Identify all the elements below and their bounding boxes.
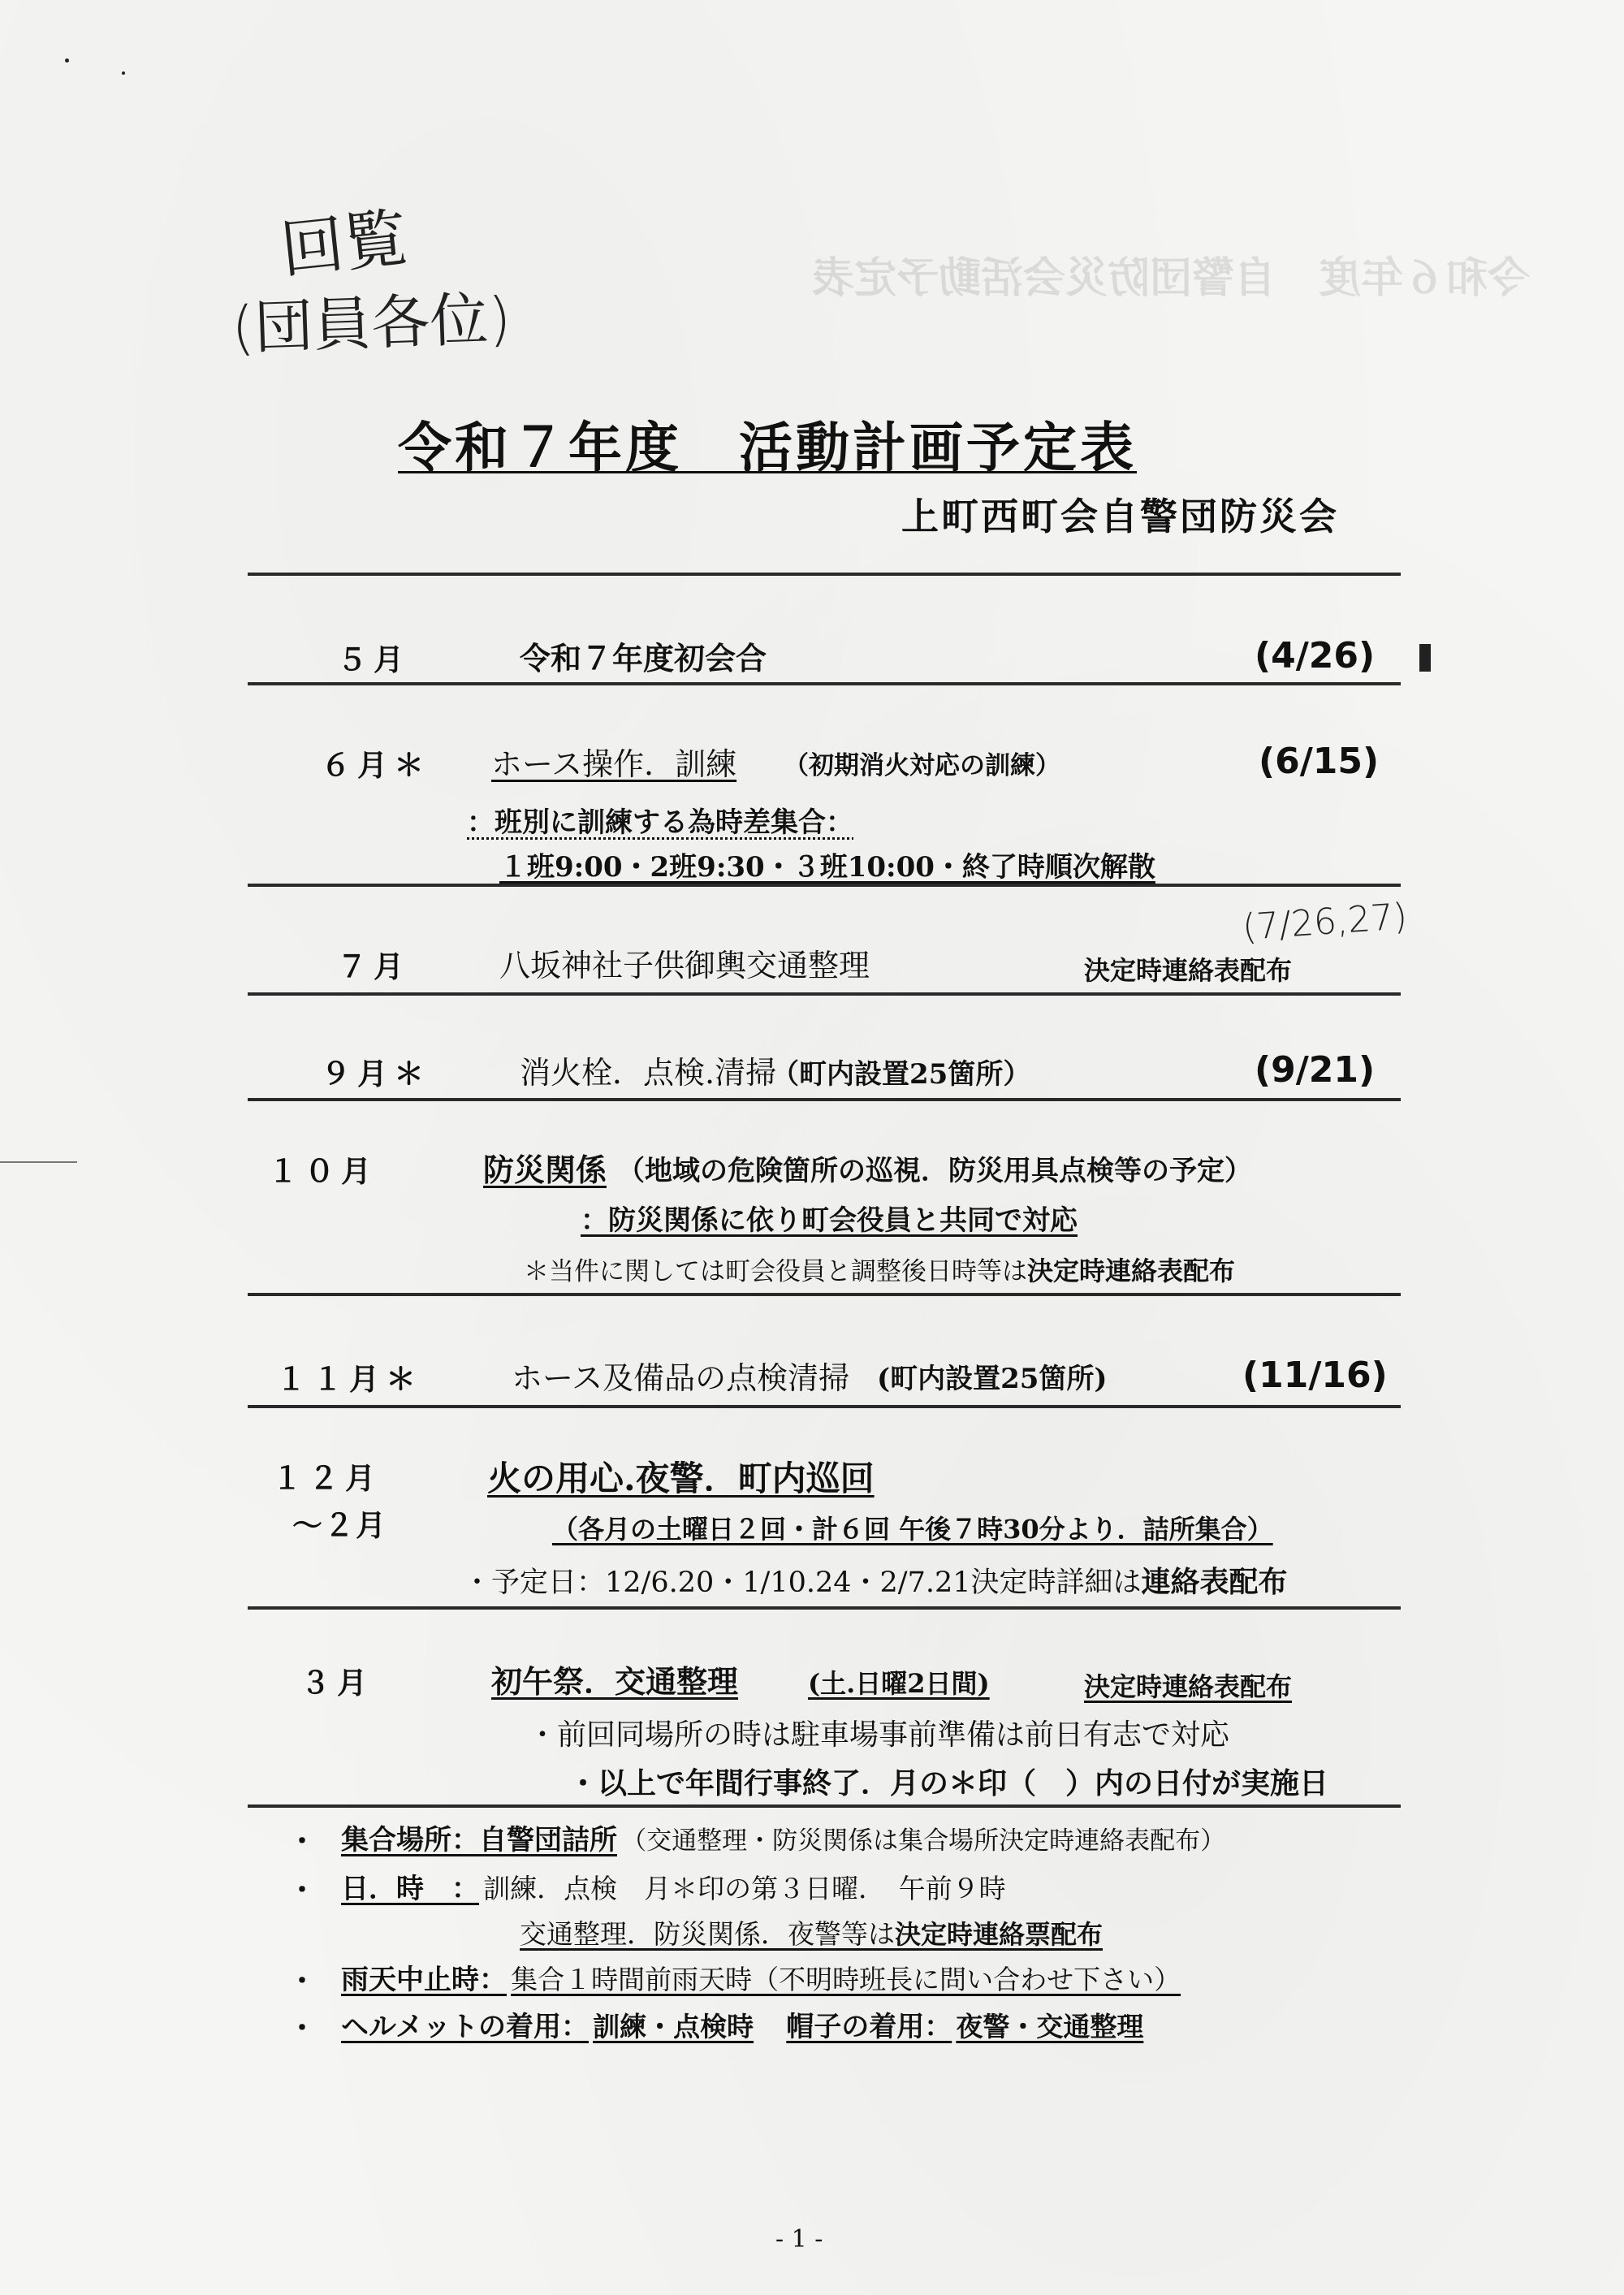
month-july: ７月: [337, 949, 410, 984]
scan-speck: [122, 71, 125, 75]
page-number: - 1 -: [775, 2225, 823, 2254]
month-june: ６月＊: [321, 747, 430, 783]
event-july: 八坂神社子供御輿交通整理: [499, 948, 870, 983]
december-line2: （各月の土曜日２回・計６回 午後７時30分より．詰所集合）: [552, 1514, 1273, 1545]
scan-edge-mark: [0, 1161, 77, 1163]
datetime-label: 日．時 ：: [341, 1873, 479, 1905]
assembly-label: 集合場所：自警団詰所: [341, 1824, 617, 1856]
event-march: 初午祭．交通整理: [491, 1663, 739, 1700]
divider-march: [248, 1804, 1401, 1808]
event-november: ホース及備品の点検清掃: [512, 1360, 850, 1396]
rain-label: 雨天中止時：: [341, 1964, 507, 1996]
note-july: 決定時連絡表配布: [1084, 955, 1293, 986]
datetime-line2-bold: 決定時連絡票配布: [895, 1919, 1104, 1950]
footer-item-gear: [341, 2004, 1143, 2044]
month-october: １０月: [268, 1153, 378, 1189]
event-september-note: （町内設置25箇所）: [771, 1058, 1031, 1091]
december-line3: [463, 1559, 1288, 1601]
june-line3: １班9:00・2班9:30・３班10:00・終了時順次解散: [499, 851, 1155, 884]
month-march: ３月: [300, 1665, 374, 1701]
divider-september: [248, 1098, 1401, 1101]
rain-text: 集合１時間前雨天時（不明時班長に問い合わせ下さい）: [511, 1964, 1181, 1995]
helmet-label: ヘルメットの着用：: [341, 2011, 589, 2043]
hat-text: 夜警・交通整理: [956, 2011, 1144, 2042]
october-line2: ：防災関係に依り町会役員と共同で対応: [581, 1204, 1078, 1237]
event-may: 令和７年度初会合: [520, 640, 767, 676]
month-february: ～２月: [292, 1507, 387, 1543]
date-november: (11/16): [1242, 1355, 1388, 1396]
divider-june: [248, 884, 1401, 887]
assembly-text: （交通整理・防災関係は集合場所決定時連絡表配布）: [621, 1826, 1226, 1856]
footer-item-rain: [341, 1957, 1181, 1997]
page-title: 令和７年度 活動計画予定表: [398, 416, 1137, 479]
month-december: １２月: [272, 1460, 382, 1496]
date-june: (6/15): [1259, 741, 1380, 782]
hat-label: 帽子の着用：: [786, 2011, 952, 2043]
scan-speck: [65, 58, 69, 63]
december-line3-text: ・予定日：12/6.20・1/10.24・2/7.21決定時詳細は: [463, 1567, 1142, 1599]
october-line3-text: ＊当件に関しては町会役員と調整後日時等は: [524, 1257, 1027, 1286]
march-line3: ・以上で年間行事終了．月の＊印（ ）内の日付が実施日: [568, 1766, 1329, 1800]
month-may: ５月: [337, 642, 410, 677]
handwritten-dan-in: (団員各位): [230, 284, 512, 362]
divider-july: [248, 992, 1401, 996]
black-mark: [1419, 644, 1431, 672]
footer-bullet-4: ・: [288, 2012, 316, 2045]
event-october-note: （地域の危険箇所の巡視．防災用具点検等の予定）: [617, 1155, 1252, 1187]
footer-bullet-2: ・: [288, 1874, 316, 1907]
note-march: 決定時連絡表配布: [1084, 1671, 1293, 1702]
event-december: 火の用心.夜警．町内巡回: [487, 1459, 875, 1498]
june-line2: ：班別に訓練する為時差集合：: [467, 806, 853, 839]
event-october: 防災関係: [483, 1152, 607, 1188]
event-june: ホース操作．訓練: [491, 746, 737, 782]
event-november-note: (町内設置25箇所): [877, 1363, 1108, 1395]
handwritten-july-date: (7/26,27): [1241, 895, 1409, 949]
march-line2: ・前回同場所の時は駐車場事前準備は前日有志で対応: [528, 1718, 1230, 1752]
helmet-text: 訓練・点検時: [593, 2011, 754, 2042]
organization-name: 上町西町会自警団防災会: [901, 495, 1339, 538]
divider-november: [248, 1405, 1401, 1408]
footer-item-datetime: [341, 1866, 1006, 1906]
footer-bullet-1: ・: [288, 1826, 316, 1858]
month-november: １１月＊: [276, 1361, 422, 1397]
month-september: ９月＊: [321, 1056, 430, 1091]
date-may: (4/26): [1255, 635, 1376, 676]
divider-december: [248, 1606, 1401, 1610]
event-september: 消火栓．点検.清掃: [520, 1055, 777, 1091]
october-line3-bold: 決定時連絡表配布: [1027, 1256, 1236, 1286]
footer-bullet-3: ・: [288, 1965, 316, 1998]
datetime-line2-text: 交通整理．防災関係．夜警等は: [520, 1918, 895, 1950]
october-line3: [524, 1251, 1235, 1288]
datetime-text: 訓練．点検 月＊印の第３日曜． 午前９時: [483, 1873, 1006, 1904]
date-september: (9/21): [1255, 1049, 1376, 1091]
event-june-note: （初期消火対応の訓練）: [784, 751, 1060, 780]
handwritten-kairan: 回覧: [277, 201, 412, 287]
bleed-through-title: 令和６年度 自警団防災会活動予定表: [812, 253, 1531, 303]
footer-item-assembly: [341, 1817, 1225, 1857]
event-march-note: (土.日曜2日間): [808, 1668, 990, 1699]
december-line3-bold: 連絡表配布: [1141, 1566, 1288, 1599]
top-divider: [248, 573, 1401, 576]
datetime-line2: [520, 1913, 1103, 1951]
divider-october: [248, 1293, 1401, 1296]
divider-may: [248, 682, 1401, 685]
